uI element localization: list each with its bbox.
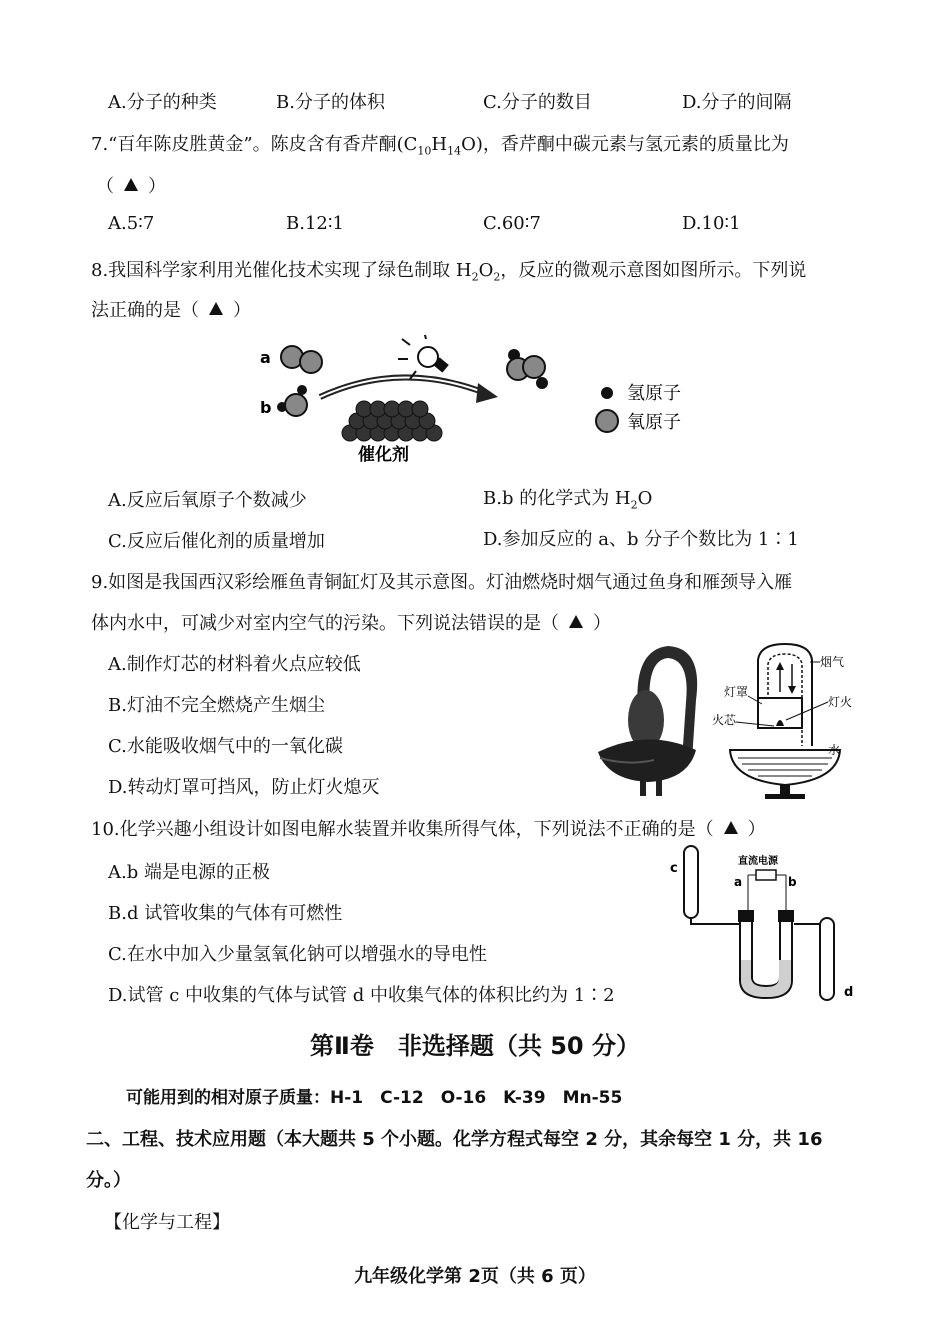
catalyst-label: 催化剂 <box>358 445 409 465</box>
legend-hydrogen: 氢原子 <box>627 383 681 404</box>
q9-option-d: D.转动灯罩可挡风，防止灯火熄灭 <box>108 777 380 798</box>
triangle-icon <box>569 615 583 628</box>
q8-stem-line1: 8.我国科学家利用光催化技术实现了绿色制取 $H_2O_2$，反应的微观示意图如图所示。下列说 <box>91 260 807 284</box>
page-footer: 九年级化学第 2页（共 6 页） <box>354 1266 596 1287</box>
triangle-icon <box>724 821 738 834</box>
label-b: b <box>260 398 272 417</box>
label-flame: 灯火 <box>828 695 853 709</box>
triangle-icon <box>124 178 138 191</box>
q6-option-b: B.分子的体积 <box>276 92 385 113</box>
lamp-schematic-diagram <box>710 640 860 802</box>
hydrogen-legend-marker <box>601 387 613 399</box>
section-title: 第Ⅱ卷 非选择题（共 50 分） <box>310 1032 640 1060</box>
q9-stem-line1: 9.如图是我国西汉彩绘雁鱼青铜缸灯及其示意图。灯油燃烧时烟气通过鱼身和雁颈导入雁 <box>91 572 793 593</box>
label-smoke: 烟气 <box>820 655 845 669</box>
q10-option-d: D.试管 c 中收集的气体与试管 d 中收集气体的体积比约为 1∶2 <box>108 985 615 1006</box>
label-water: 水 <box>828 743 841 757</box>
q8-option-d: D.参加反应的 a、b 分子个数比为 1∶1 <box>483 529 799 550</box>
q8-option-c: C.反应后催化剂的质量增加 <box>108 531 325 552</box>
label-d: d <box>844 985 854 1000</box>
q7-option-b: B.12∶1 <box>286 213 344 234</box>
label-c: c <box>670 861 678 876</box>
q10-stem: 10.化学兴趣小组设计如图电解水装置并收集所得气体，下列说法不正确的是（ ） <box>91 819 766 840</box>
q6-option-a: A.分子的种类 <box>108 92 217 113</box>
q9-stem-line2: 体内水中，可减少对室内空气的污染。下列说法错误的是（ ） <box>91 613 611 634</box>
subhead-chem-engineering: 【化学与工程】 <box>104 1212 230 1233</box>
q9-option-c: C.水能吸收烟气中的一氧化碳 <box>108 736 343 757</box>
q6-option-d: D.分子的间隔 <box>682 92 792 113</box>
q10-option-c: C.在水中加入少量氢氧化钠可以增强水的导电性 <box>108 944 487 965</box>
q7-option-d: D.10∶1 <box>682 213 741 234</box>
q7-stem: 7.“百年陈皮胜黄金”。陈皮含有香芹酮$(C_{10}H_{14}O)$，香芹酮中碳元素与氢元素的质量比为 <box>91 134 789 158</box>
q7-option-c: C.60∶7 <box>483 213 541 234</box>
q10-option-b: B.d 试管收集的气体有可燃性 <box>108 903 343 924</box>
q10-option-a: A.b 端是电源的正极 <box>108 862 270 883</box>
label-wick: 火芯 <box>712 713 737 727</box>
part2-heading-line2: 分。） <box>86 1170 131 1191</box>
q7-option-a: A.5∶7 <box>108 213 155 234</box>
q8-stem-line2: 法正确的是（ ） <box>91 300 251 321</box>
label-b-electrode: b <box>788 875 797 889</box>
label-a-electrode: a <box>734 875 743 889</box>
q8-reaction-diagram <box>250 335 710 470</box>
catalyst-particles <box>342 401 442 441</box>
label-a: a <box>260 348 271 367</box>
part2-heading-line1: 二、工程、技术应用题（本大题共 5 个小题。化学方程式每空 2 分，其余每空 1 分，共 16 <box>86 1129 823 1150</box>
q7-answer-blank: （ ） <box>96 176 166 197</box>
q8-option-a: A.反应后氧原子个数减少 <box>108 490 307 511</box>
q8-option-b: B.b 的化学式为 $H_2O$ <box>483 488 653 512</box>
atomic-masses: 可能用到的相对原子质量：H-1 C-12 O-16 K-39 Mn-55 <box>126 1088 623 1108</box>
q6-option-c: C.分子的数目 <box>483 92 592 113</box>
label-shade: 灯罩 <box>724 685 749 699</box>
oxygen-legend-marker <box>596 410 618 432</box>
bronze-goose-fish-lamp-photo <box>598 640 710 798</box>
light-bulb-icon <box>398 335 447 379</box>
q9-option-a: A.制作灯芯的材料着火点应较低 <box>108 654 361 675</box>
legend-oxygen: 氧原子 <box>627 412 681 433</box>
water-electrolysis-apparatus <box>668 840 868 1010</box>
power-label: 直流电源 <box>738 856 778 867</box>
triangle-icon <box>209 302 223 315</box>
q9-option-b: B.灯油不完全燃烧产生烟尘 <box>108 695 325 716</box>
